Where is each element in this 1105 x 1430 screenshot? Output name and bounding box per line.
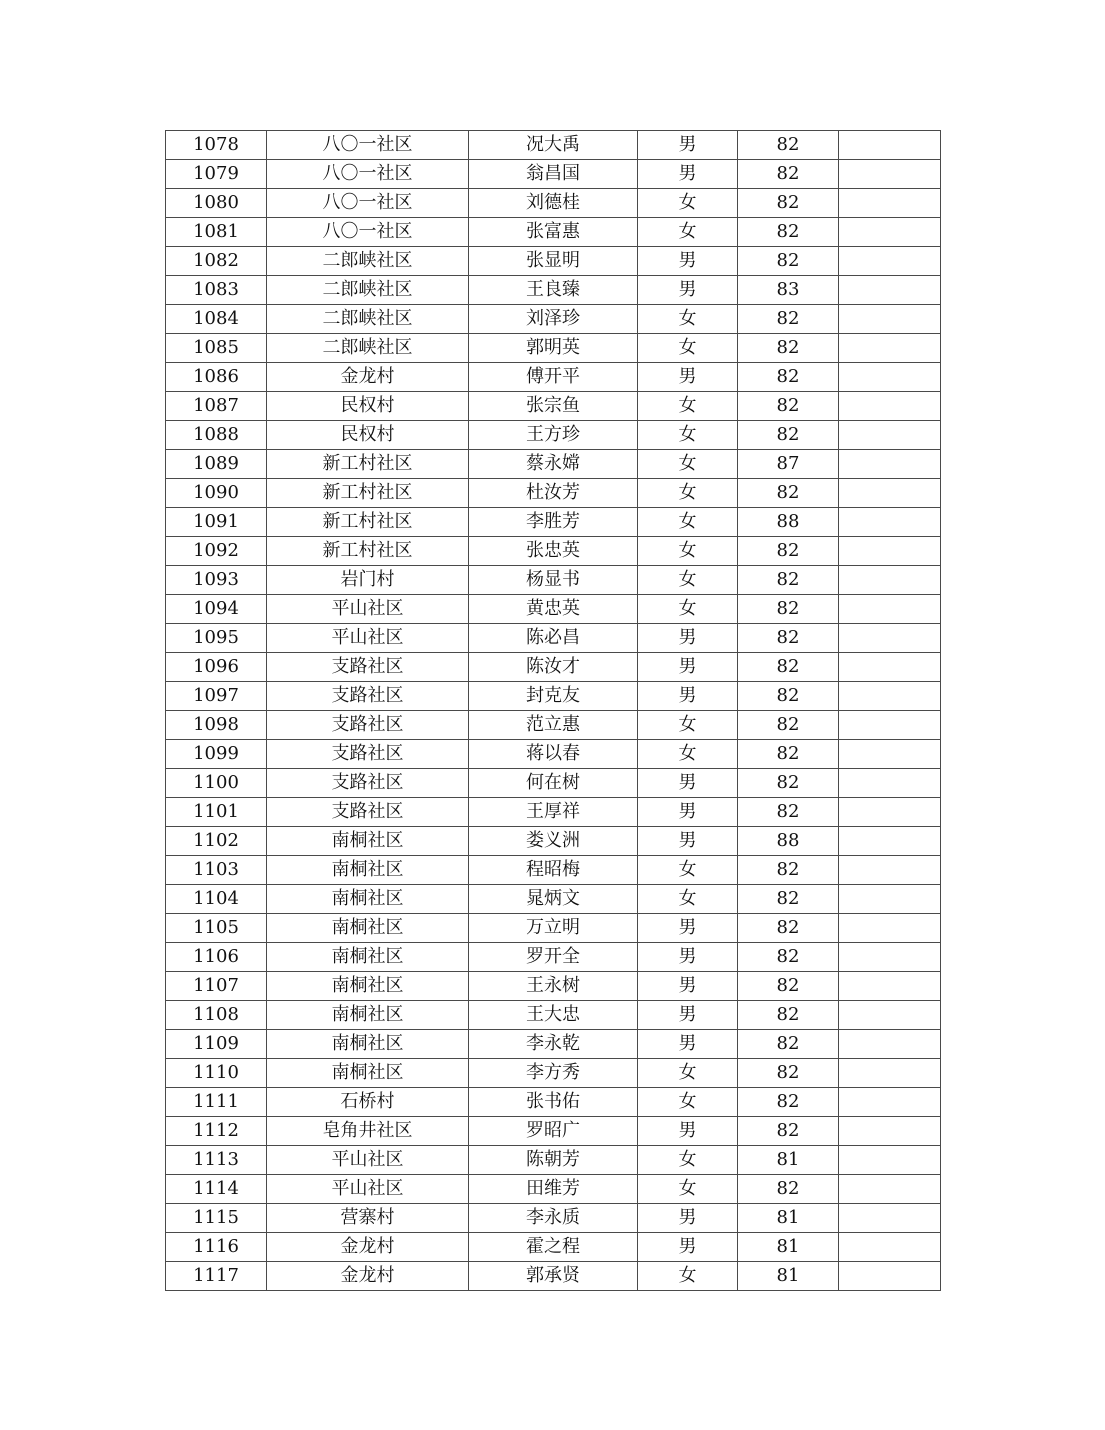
- age-cell: 82: [738, 1117, 839, 1146]
- note-cell: [839, 363, 941, 392]
- name-cell: 况大禹: [469, 131, 638, 160]
- gender-cell: 女: [638, 566, 738, 595]
- note-cell: [839, 537, 941, 566]
- serial-number-cell: 1108: [166, 1001, 267, 1030]
- table-row: [166, 1175, 941, 1204]
- serial-number-cell: 1090: [166, 479, 267, 508]
- name-cell: 李永质: [469, 1204, 638, 1233]
- age-cell: 82: [738, 740, 839, 769]
- serial-number-cell: 1097: [166, 682, 267, 711]
- note-cell: [839, 1146, 941, 1175]
- gender-cell: 男: [638, 943, 738, 972]
- table-row: [166, 479, 941, 508]
- name-cell: 傅开平: [469, 363, 638, 392]
- note-cell: [839, 682, 941, 711]
- community-cell: 支路社区: [267, 682, 469, 711]
- note-cell: [839, 1117, 941, 1146]
- serial-number-cell: 1095: [166, 624, 267, 653]
- table-row: [166, 798, 941, 827]
- age-cell: 82: [738, 943, 839, 972]
- serial-number-cell: 1103: [166, 856, 267, 885]
- community-cell: 支路社区: [267, 769, 469, 798]
- serial-number-cell: 1101: [166, 798, 267, 827]
- age-cell: 82: [738, 1088, 839, 1117]
- table-row: [166, 711, 941, 740]
- age-cell: 82: [738, 479, 839, 508]
- community-cell: 支路社区: [267, 740, 469, 769]
- table-row: [166, 1262, 941, 1291]
- note-cell: [839, 827, 941, 856]
- community-cell: 民权村: [267, 421, 469, 450]
- name-cell: 李胜芳: [469, 508, 638, 537]
- community-cell: 新工村社区: [267, 537, 469, 566]
- age-cell: 82: [738, 595, 839, 624]
- serial-number-cell: 1080: [166, 189, 267, 218]
- note-cell: [839, 508, 941, 537]
- table-row: [166, 740, 941, 769]
- note-cell: [839, 1088, 941, 1117]
- serial-number-cell: 1102: [166, 827, 267, 856]
- serial-number-cell: 1086: [166, 363, 267, 392]
- table-row: [166, 1001, 941, 1030]
- community-cell: 二郎峡社区: [267, 334, 469, 363]
- serial-number-cell: 1087: [166, 392, 267, 421]
- serial-number-cell: 1078: [166, 131, 267, 160]
- note-cell: [839, 566, 941, 595]
- serial-number-cell: 1084: [166, 305, 267, 334]
- note-cell: [839, 218, 941, 247]
- community-cell: 南桐社区: [267, 827, 469, 856]
- serial-number-cell: 1111: [166, 1088, 267, 1117]
- table-row: [166, 1059, 941, 1088]
- gender-cell: 男: [638, 769, 738, 798]
- community-cell: 民权村: [267, 392, 469, 421]
- age-cell: 82: [738, 305, 839, 334]
- note-cell: [839, 1204, 941, 1233]
- name-cell: 张书佑: [469, 1088, 638, 1117]
- name-cell: 李永乾: [469, 1030, 638, 1059]
- name-cell: 黄忠英: [469, 595, 638, 624]
- note-cell: [839, 798, 941, 827]
- community-cell: 南桐社区: [267, 914, 469, 943]
- community-cell: 八〇一社区: [267, 160, 469, 189]
- name-cell: 娄义洲: [469, 827, 638, 856]
- note-cell: [839, 160, 941, 189]
- community-cell: 平山社区: [267, 1146, 469, 1175]
- serial-number-cell: 1091: [166, 508, 267, 537]
- note-cell: [839, 595, 941, 624]
- serial-number-cell: 1117: [166, 1262, 267, 1291]
- age-cell: 82: [738, 363, 839, 392]
- table-row: [166, 1117, 941, 1146]
- gender-cell: 女: [638, 885, 738, 914]
- name-cell: 郭承贤: [469, 1262, 638, 1291]
- community-cell: 支路社区: [267, 711, 469, 740]
- name-cell: 刘德桂: [469, 189, 638, 218]
- serial-number-cell: 1082: [166, 247, 267, 276]
- serial-number-cell: 1092: [166, 537, 267, 566]
- age-cell: 82: [738, 653, 839, 682]
- table-row: [166, 1146, 941, 1175]
- gender-cell: 女: [638, 218, 738, 247]
- note-cell: [839, 914, 941, 943]
- name-cell: 翁昌国: [469, 160, 638, 189]
- name-cell: 杜汝芳: [469, 479, 638, 508]
- age-cell: 82: [738, 769, 839, 798]
- gender-cell: 女: [638, 189, 738, 218]
- table-row: [166, 914, 941, 943]
- community-cell: 新工村社区: [267, 450, 469, 479]
- gender-cell: 女: [638, 740, 738, 769]
- gender-cell: 男: [638, 682, 738, 711]
- name-cell: 王大忠: [469, 1001, 638, 1030]
- note-cell: [839, 305, 941, 334]
- note-cell: [839, 392, 941, 421]
- community-cell: 南桐社区: [267, 885, 469, 914]
- note-cell: [839, 711, 941, 740]
- note-cell: [839, 1175, 941, 1204]
- table-row: [166, 682, 941, 711]
- note-cell: [839, 653, 941, 682]
- age-cell: 82: [738, 131, 839, 160]
- roster-table: [165, 130, 941, 1291]
- gender-cell: 男: [638, 276, 738, 305]
- age-cell: 82: [738, 798, 839, 827]
- serial-number-cell: 1114: [166, 1175, 267, 1204]
- name-cell: 封克友: [469, 682, 638, 711]
- age-cell: 82: [738, 624, 839, 653]
- table-row: [166, 537, 941, 566]
- community-cell: 金龙村: [267, 1262, 469, 1291]
- note-cell: [839, 885, 941, 914]
- table-row: [166, 421, 941, 450]
- gender-cell: 女: [638, 711, 738, 740]
- note-cell: [839, 1030, 941, 1059]
- gender-cell: 女: [638, 421, 738, 450]
- name-cell: 霍之程: [469, 1233, 638, 1262]
- age-cell: 83: [738, 276, 839, 305]
- community-cell: 二郎峡社区: [267, 276, 469, 305]
- age-cell: 82: [738, 218, 839, 247]
- age-cell: 82: [738, 537, 839, 566]
- gender-cell: 女: [638, 450, 738, 479]
- note-cell: [839, 943, 941, 972]
- note-cell: [839, 334, 941, 363]
- note-cell: [839, 131, 941, 160]
- community-cell: 支路社区: [267, 653, 469, 682]
- serial-number-cell: 1096: [166, 653, 267, 682]
- gender-cell: 男: [638, 247, 738, 276]
- serial-number-cell: 1104: [166, 885, 267, 914]
- name-cell: 郭明英: [469, 334, 638, 363]
- serial-number-cell: 1085: [166, 334, 267, 363]
- gender-cell: 男: [638, 914, 738, 943]
- table-row: [166, 653, 941, 682]
- age-cell: 82: [738, 334, 839, 363]
- note-cell: [839, 1233, 941, 1262]
- age-cell: 82: [738, 247, 839, 276]
- gender-cell: 男: [638, 624, 738, 653]
- name-cell: 张宗鱼: [469, 392, 638, 421]
- table-row: [166, 392, 941, 421]
- serial-number-cell: 1093: [166, 566, 267, 595]
- gender-cell: 男: [638, 972, 738, 1001]
- table-row: [166, 247, 941, 276]
- community-cell: 营寨村: [267, 1204, 469, 1233]
- name-cell: 万立明: [469, 914, 638, 943]
- community-cell: 八〇一社区: [267, 189, 469, 218]
- community-cell: 南桐社区: [267, 1030, 469, 1059]
- community-cell: 南桐社区: [267, 1001, 469, 1030]
- gender-cell: 女: [638, 479, 738, 508]
- gender-cell: 女: [638, 305, 738, 334]
- gender-cell: 女: [638, 508, 738, 537]
- age-cell: 82: [738, 160, 839, 189]
- name-cell: 王厚祥: [469, 798, 638, 827]
- name-cell: 蒋以春: [469, 740, 638, 769]
- community-cell: 石桥村: [267, 1088, 469, 1117]
- serial-number-cell: 1089: [166, 450, 267, 479]
- name-cell: 李方秀: [469, 1059, 638, 1088]
- community-cell: 岩门村: [267, 566, 469, 595]
- note-cell: [839, 740, 941, 769]
- age-cell: 82: [738, 421, 839, 450]
- roster-table-body: [166, 131, 941, 1291]
- table-row: [166, 508, 941, 537]
- name-cell: 范立惠: [469, 711, 638, 740]
- serial-number-cell: 1098: [166, 711, 267, 740]
- age-cell: 82: [738, 682, 839, 711]
- community-cell: 八〇一社区: [267, 218, 469, 247]
- gender-cell: 男: [638, 827, 738, 856]
- community-cell: 南桐社区: [267, 1059, 469, 1088]
- table-row: [166, 160, 941, 189]
- serial-number-cell: 1112: [166, 1117, 267, 1146]
- name-cell: 王良臻: [469, 276, 638, 305]
- note-cell: [839, 1001, 941, 1030]
- gender-cell: 男: [638, 363, 738, 392]
- name-cell: 蔡永嫦: [469, 450, 638, 479]
- note-cell: [839, 624, 941, 653]
- community-cell: 新工村社区: [267, 479, 469, 508]
- serial-number-cell: 1113: [166, 1146, 267, 1175]
- age-cell: 81: [738, 1233, 839, 1262]
- community-cell: 二郎峡社区: [267, 305, 469, 334]
- note-cell: [839, 189, 941, 218]
- age-cell: 82: [738, 972, 839, 1001]
- serial-number-cell: 1105: [166, 914, 267, 943]
- gender-cell: 女: [638, 1146, 738, 1175]
- community-cell: 南桐社区: [267, 856, 469, 885]
- name-cell: 晁炳文: [469, 885, 638, 914]
- community-cell: 皂角井社区: [267, 1117, 469, 1146]
- table-row: [166, 189, 941, 218]
- name-cell: 王方珍: [469, 421, 638, 450]
- name-cell: 张忠英: [469, 537, 638, 566]
- serial-number-cell: 1109: [166, 1030, 267, 1059]
- gender-cell: 男: [638, 1117, 738, 1146]
- serial-number-cell: 1116: [166, 1233, 267, 1262]
- table-row: [166, 1030, 941, 1059]
- name-cell: 陈汝才: [469, 653, 638, 682]
- age-cell: 87: [738, 450, 839, 479]
- serial-number-cell: 1088: [166, 421, 267, 450]
- table-row: [166, 595, 941, 624]
- gender-cell: 男: [638, 131, 738, 160]
- age-cell: 82: [738, 392, 839, 421]
- serial-number-cell: 1083: [166, 276, 267, 305]
- name-cell: 张显明: [469, 247, 638, 276]
- note-cell: [839, 972, 941, 1001]
- note-cell: [839, 769, 941, 798]
- table-row: [166, 566, 941, 595]
- gender-cell: 女: [638, 537, 738, 566]
- community-cell: 平山社区: [267, 595, 469, 624]
- table-row: [166, 131, 941, 160]
- gender-cell: 男: [638, 798, 738, 827]
- age-cell: 88: [738, 827, 839, 856]
- note-cell: [839, 479, 941, 508]
- age-cell: 88: [738, 508, 839, 537]
- serial-number-cell: 1099: [166, 740, 267, 769]
- gender-cell: 男: [638, 1204, 738, 1233]
- community-cell: 金龙村: [267, 363, 469, 392]
- age-cell: 82: [738, 885, 839, 914]
- gender-cell: 女: [638, 1262, 738, 1291]
- age-cell: 82: [738, 189, 839, 218]
- gender-cell: 男: [638, 653, 738, 682]
- age-cell: 82: [738, 711, 839, 740]
- name-cell: 何在树: [469, 769, 638, 798]
- name-cell: 杨显书: [469, 566, 638, 595]
- community-cell: 平山社区: [267, 624, 469, 653]
- gender-cell: 女: [638, 334, 738, 363]
- name-cell: 王永树: [469, 972, 638, 1001]
- age-cell: 81: [738, 1146, 839, 1175]
- community-cell: 南桐社区: [267, 943, 469, 972]
- gender-cell: 女: [638, 595, 738, 624]
- name-cell: 陈朝芳: [469, 1146, 638, 1175]
- note-cell: [839, 856, 941, 885]
- community-cell: 南桐社区: [267, 972, 469, 1001]
- table-row: [166, 305, 941, 334]
- note-cell: [839, 450, 941, 479]
- table-row: [166, 363, 941, 392]
- table-row: [166, 1204, 941, 1233]
- community-cell: 支路社区: [267, 798, 469, 827]
- note-cell: [839, 1262, 941, 1291]
- gender-cell: 女: [638, 392, 738, 421]
- name-cell: 刘泽珍: [469, 305, 638, 334]
- serial-number-cell: 1115: [166, 1204, 267, 1233]
- community-cell: 新工村社区: [267, 508, 469, 537]
- serial-number-cell: 1100: [166, 769, 267, 798]
- community-cell: 二郎峡社区: [267, 247, 469, 276]
- note-cell: [839, 276, 941, 305]
- age-cell: 82: [738, 1030, 839, 1059]
- age-cell: 82: [738, 566, 839, 595]
- table-row: [166, 218, 941, 247]
- serial-number-cell: 1107: [166, 972, 267, 1001]
- table-row: [166, 1233, 941, 1262]
- name-cell: 陈必昌: [469, 624, 638, 653]
- age-cell: 82: [738, 1001, 839, 1030]
- table-row: [166, 827, 941, 856]
- age-cell: 82: [738, 1175, 839, 1204]
- gender-cell: 女: [638, 856, 738, 885]
- community-cell: 金龙村: [267, 1233, 469, 1262]
- table-row: [166, 276, 941, 305]
- name-cell: 程昭梅: [469, 856, 638, 885]
- table-row: [166, 972, 941, 1001]
- table-row: [166, 885, 941, 914]
- name-cell: 张富惠: [469, 218, 638, 247]
- gender-cell: 男: [638, 1030, 738, 1059]
- table-row: [166, 856, 941, 885]
- serial-number-cell: 1079: [166, 160, 267, 189]
- table-row: [166, 624, 941, 653]
- age-cell: 81: [738, 1204, 839, 1233]
- note-cell: [839, 247, 941, 276]
- gender-cell: 女: [638, 1059, 738, 1088]
- note-cell: [839, 421, 941, 450]
- serial-number-cell: 1110: [166, 1059, 267, 1088]
- table-row: [166, 769, 941, 798]
- age-cell: 82: [738, 1059, 839, 1088]
- age-cell: 82: [738, 856, 839, 885]
- gender-cell: 男: [638, 160, 738, 189]
- name-cell: 田维芳: [469, 1175, 638, 1204]
- serial-number-cell: 1106: [166, 943, 267, 972]
- gender-cell: 男: [638, 1233, 738, 1262]
- name-cell: 罗昭广: [469, 1117, 638, 1146]
- table-row: [166, 450, 941, 479]
- gender-cell: 女: [638, 1088, 738, 1117]
- community-cell: 平山社区: [267, 1175, 469, 1204]
- serial-number-cell: 1081: [166, 218, 267, 247]
- gender-cell: 男: [638, 1001, 738, 1030]
- note-cell: [839, 1059, 941, 1088]
- table-row: [166, 943, 941, 972]
- age-cell: 81: [738, 1262, 839, 1291]
- table-row: [166, 1088, 941, 1117]
- gender-cell: 女: [638, 1175, 738, 1204]
- community-cell: 八〇一社区: [267, 131, 469, 160]
- name-cell: 罗开全: [469, 943, 638, 972]
- table-row: [166, 334, 941, 363]
- age-cell: 82: [738, 914, 839, 943]
- serial-number-cell: 1094: [166, 595, 267, 624]
